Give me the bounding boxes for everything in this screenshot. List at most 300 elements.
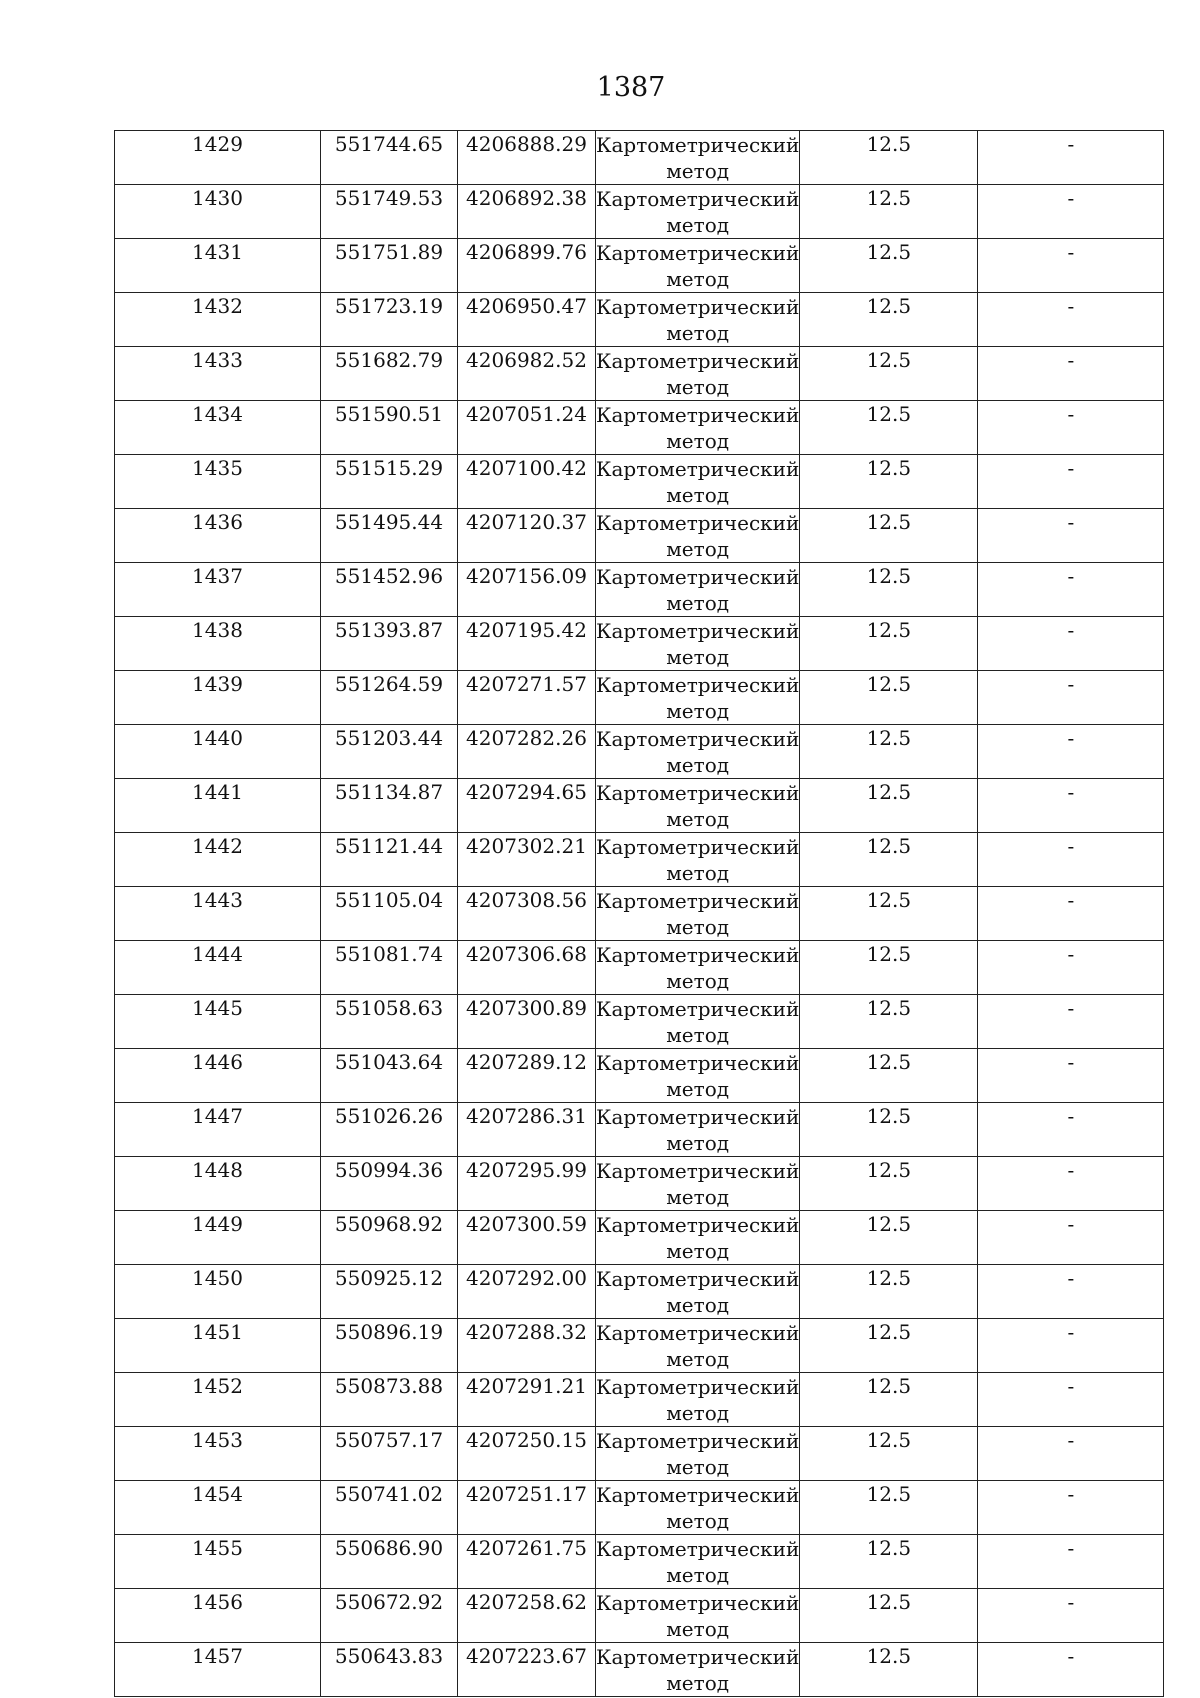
note-text: - <box>1067 780 1075 804</box>
x-coordinate-cell <box>321 1535 458 1589</box>
method-text: метод <box>666 1617 730 1641</box>
accuracy-cell <box>800 725 978 779</box>
y-coordinate-text: 4207292.00 <box>466 1266 587 1290</box>
method-cell <box>596 1265 800 1319</box>
method-text: метод <box>666 1293 730 1317</box>
note-cell <box>978 1319 1164 1373</box>
point-number-text: 1455 <box>192 1536 243 1560</box>
y-coordinate-text: 4207295.99 <box>466 1158 587 1182</box>
y-coordinate-cell <box>458 1049 596 1103</box>
accuracy-text: 12.5 <box>866 1158 912 1182</box>
accuracy-cell <box>800 833 978 887</box>
accuracy-text: 12.5 <box>866 834 912 858</box>
note-text: - <box>1067 132 1075 156</box>
note-text: - <box>1067 1644 1075 1668</box>
x-coordinate-text: 550643.83 <box>334 1644 444 1668</box>
note-text: - <box>1067 1374 1075 1398</box>
method-text: Картометрический <box>596 295 800 319</box>
point-number-cell <box>115 239 321 293</box>
x-coordinate-cell <box>321 833 458 887</box>
method-cell <box>596 941 800 995</box>
x-coordinate-cell <box>321 725 458 779</box>
x-coordinate-cell <box>321 671 458 725</box>
method-cell <box>596 131 800 185</box>
y-coordinate-text: 4207271.57 <box>466 672 587 696</box>
method-text: Картометрический <box>596 403 800 427</box>
note-cell <box>978 401 1164 455</box>
accuracy-text: 12.5 <box>866 618 912 642</box>
method-text: метод <box>666 807 730 831</box>
x-coordinate-cell <box>321 1319 458 1373</box>
method-text: метод <box>666 321 730 345</box>
method-text: метод <box>666 1455 730 1479</box>
note-text: - <box>1067 726 1075 750</box>
note-text: - <box>1067 1590 1075 1614</box>
accuracy-cell <box>800 671 978 725</box>
note-text: - <box>1067 510 1075 534</box>
y-coordinate-text: 4206899.76 <box>466 240 587 264</box>
y-coordinate-text: 4207282.26 <box>466 726 587 750</box>
point-number-text: 1441 <box>192 780 243 804</box>
y-coordinate-cell <box>458 1589 596 1643</box>
method-text: метод <box>666 375 730 399</box>
note-text: - <box>1067 996 1075 1020</box>
table-row <box>115 725 1164 779</box>
table-row <box>115 1211 1164 1265</box>
method-cell <box>596 401 800 455</box>
table-row <box>115 1535 1164 1589</box>
method-text: Картометрический <box>596 187 800 211</box>
y-coordinate-cell <box>458 563 596 617</box>
method-cell <box>596 509 800 563</box>
method-text: метод <box>666 1347 730 1371</box>
x-coordinate-text: 551393.87 <box>334 618 444 642</box>
point-number-cell <box>115 833 321 887</box>
point-number-cell <box>115 1373 321 1427</box>
note-text: - <box>1067 618 1075 642</box>
x-coordinate-cell <box>321 887 458 941</box>
accuracy-text: 12.5 <box>866 1104 912 1128</box>
table-row <box>115 509 1164 563</box>
accuracy-cell <box>800 1211 978 1265</box>
table-row <box>115 1373 1164 1427</box>
method-cell <box>596 455 800 509</box>
method-text: Картометрический <box>596 673 800 697</box>
accuracy-cell <box>800 347 978 401</box>
method-text: Картометрический <box>596 727 800 751</box>
y-coordinate-text: 4206888.29 <box>466 132 587 156</box>
method-cell <box>596 1157 800 1211</box>
x-coordinate-cell <box>321 293 458 347</box>
method-text: метод <box>666 537 730 561</box>
method-text: метод <box>666 915 730 939</box>
accuracy-text: 12.5 <box>866 348 912 372</box>
point-number-text: 1443 <box>192 888 243 912</box>
point-number-cell <box>115 671 321 725</box>
point-number-text: 1451 <box>192 1320 243 1344</box>
point-number-text: 1454 <box>192 1482 243 1506</box>
point-number-text: 1445 <box>192 996 243 1020</box>
accuracy-cell <box>800 1265 978 1319</box>
accuracy-text: 12.5 <box>866 1482 912 1506</box>
method-text: метод <box>666 1509 730 1533</box>
x-coordinate-cell <box>321 1643 458 1697</box>
note-cell <box>978 347 1164 401</box>
point-number-cell <box>115 455 321 509</box>
accuracy-text: 12.5 <box>866 1428 912 1452</box>
y-coordinate-text: 4207258.62 <box>466 1590 587 1614</box>
point-number-text: 1457 <box>192 1644 243 1668</box>
point-number-cell <box>115 1589 321 1643</box>
x-coordinate-text: 551682.79 <box>334 348 444 372</box>
y-coordinate-cell <box>458 1265 596 1319</box>
method-cell <box>596 1211 800 1265</box>
method-text: Картометрический <box>596 1483 800 1507</box>
point-number-text: 1439 <box>192 672 243 696</box>
accuracy-text: 12.5 <box>866 564 912 588</box>
point-number-cell <box>115 293 321 347</box>
method-text: Картометрический <box>596 1591 800 1615</box>
y-coordinate-cell <box>458 725 596 779</box>
accuracy-cell <box>800 1157 978 1211</box>
x-coordinate-text: 551203.44 <box>334 726 444 750</box>
note-text: - <box>1067 834 1075 858</box>
y-coordinate-text: 4206982.52 <box>466 348 587 372</box>
table-row <box>115 563 1164 617</box>
note-cell <box>978 455 1164 509</box>
x-coordinate-cell <box>321 1265 458 1319</box>
table-row <box>115 185 1164 239</box>
table-row <box>115 1319 1164 1373</box>
accuracy-text: 12.5 <box>866 510 912 534</box>
note-text: - <box>1067 294 1075 318</box>
accuracy-cell <box>800 401 978 455</box>
method-text: метод <box>666 159 730 183</box>
table-row <box>115 941 1164 995</box>
note-text: - <box>1067 1158 1075 1182</box>
x-coordinate-text: 551723.19 <box>334 294 444 318</box>
method-cell <box>596 995 800 1049</box>
method-text: метод <box>666 267 730 291</box>
note-text: - <box>1067 1212 1075 1236</box>
accuracy-text: 12.5 <box>866 186 912 210</box>
accuracy-text: 12.5 <box>866 996 912 1020</box>
y-coordinate-cell <box>458 1427 596 1481</box>
point-number-cell <box>115 131 321 185</box>
y-coordinate-cell <box>458 347 596 401</box>
method-cell <box>596 617 800 671</box>
table-row <box>115 887 1164 941</box>
method-text: метод <box>666 699 730 723</box>
method-cell <box>596 239 800 293</box>
table-row <box>115 131 1164 185</box>
accuracy-text: 12.5 <box>866 1266 912 1290</box>
table-row <box>115 1589 1164 1643</box>
x-coordinate-text: 551134.87 <box>334 780 444 804</box>
method-cell <box>596 347 800 401</box>
point-number-text: 1448 <box>192 1158 243 1182</box>
y-coordinate-text: 4207294.65 <box>466 780 587 804</box>
note-cell <box>978 185 1164 239</box>
method-text: метод <box>666 645 730 669</box>
note-text: - <box>1067 1104 1075 1128</box>
method-text: Картометрический <box>596 457 800 481</box>
table-row <box>115 401 1164 455</box>
accuracy-cell <box>800 1049 978 1103</box>
x-coordinate-text: 550994.36 <box>334 1158 444 1182</box>
method-text: метод <box>666 969 730 993</box>
accuracy-cell <box>800 887 978 941</box>
method-cell <box>596 671 800 725</box>
method-text: метод <box>666 1131 730 1155</box>
point-number-cell <box>115 1157 321 1211</box>
y-coordinate-text: 4207286.31 <box>466 1104 587 1128</box>
note-cell <box>978 1535 1164 1589</box>
note-text: - <box>1067 888 1075 912</box>
method-cell <box>596 1103 800 1157</box>
x-coordinate-text: 550925.12 <box>334 1266 444 1290</box>
note-cell <box>978 779 1164 833</box>
x-coordinate-text: 550686.90 <box>334 1536 444 1560</box>
y-coordinate-text: 4207300.89 <box>466 996 587 1020</box>
accuracy-text: 12.5 <box>866 456 912 480</box>
accuracy-cell <box>800 293 978 347</box>
x-coordinate-text: 551058.63 <box>334 996 444 1020</box>
y-coordinate-text: 4207223.67 <box>466 1644 587 1668</box>
x-coordinate-cell <box>321 1427 458 1481</box>
method-text: Картометрический <box>596 997 800 1021</box>
table-row <box>115 1157 1164 1211</box>
x-coordinate-text: 550873.88 <box>334 1374 444 1398</box>
y-coordinate-text: 4207100.42 <box>466 456 587 480</box>
x-coordinate-text: 551026.26 <box>334 1104 444 1128</box>
method-text: метод <box>666 429 730 453</box>
method-text: Картометрический <box>596 1375 800 1399</box>
x-coordinate-text: 551590.51 <box>334 402 444 426</box>
accuracy-text: 12.5 <box>866 1050 912 1074</box>
note-cell <box>978 671 1164 725</box>
method-text: метод <box>666 1023 730 1047</box>
method-cell <box>596 563 800 617</box>
method-text: Картометрический <box>596 1537 800 1561</box>
y-coordinate-text: 4207156.09 <box>466 564 587 588</box>
note-text: - <box>1067 564 1075 588</box>
note-cell <box>978 1589 1164 1643</box>
accuracy-text: 12.5 <box>866 888 912 912</box>
y-coordinate-text: 4207306.68 <box>466 942 587 966</box>
note-text: - <box>1067 240 1075 264</box>
note-text: - <box>1067 1482 1075 1506</box>
note-text: - <box>1067 1536 1075 1560</box>
y-coordinate-cell <box>458 995 596 1049</box>
accuracy-text: 12.5 <box>866 1374 912 1398</box>
method-cell <box>596 1481 800 1535</box>
x-coordinate-cell <box>321 995 458 1049</box>
note-text: - <box>1067 186 1075 210</box>
point-number-text: 1434 <box>192 402 243 426</box>
method-text: Картометрический <box>596 943 800 967</box>
y-coordinate-cell <box>458 131 596 185</box>
x-coordinate-cell <box>321 347 458 401</box>
method-text: Картометрический <box>596 1267 800 1291</box>
point-number-cell <box>115 779 321 833</box>
y-coordinate-cell <box>458 617 596 671</box>
point-number-cell <box>115 1103 321 1157</box>
y-coordinate-cell <box>458 1157 596 1211</box>
y-coordinate-cell <box>458 1481 596 1535</box>
point-number-cell <box>115 725 321 779</box>
method-text: метод <box>666 1671 730 1695</box>
method-text: метод <box>666 1401 730 1425</box>
y-coordinate-text: 4207120.37 <box>466 510 587 534</box>
accuracy-text: 12.5 <box>866 294 912 318</box>
note-cell <box>978 725 1164 779</box>
point-number-cell <box>115 1265 321 1319</box>
point-number-cell <box>115 995 321 1049</box>
point-number-cell <box>115 185 321 239</box>
y-coordinate-text: 4207300.59 <box>466 1212 587 1236</box>
x-coordinate-text: 551515.29 <box>334 456 444 480</box>
point-number-text: 1438 <box>192 618 243 642</box>
note-cell <box>978 995 1164 1049</box>
table-row <box>115 1103 1164 1157</box>
y-coordinate-cell <box>458 887 596 941</box>
method-text: Картометрический <box>596 1159 800 1183</box>
accuracy-cell <box>800 509 978 563</box>
note-text: - <box>1067 348 1075 372</box>
point-number-cell <box>115 1319 321 1373</box>
y-coordinate-text: 4207289.12 <box>466 1050 587 1074</box>
note-cell <box>978 941 1164 995</box>
x-coordinate-cell <box>321 185 458 239</box>
table-row <box>115 1643 1164 1697</box>
note-text: - <box>1067 402 1075 426</box>
accuracy-text: 12.5 <box>866 132 912 156</box>
x-coordinate-text: 550968.92 <box>334 1212 444 1236</box>
accuracy-cell <box>800 779 978 833</box>
accuracy-cell <box>800 617 978 671</box>
y-coordinate-cell <box>458 185 596 239</box>
method-text: Картометрический <box>596 565 800 589</box>
point-number-cell <box>115 509 321 563</box>
x-coordinate-text: 551495.44 <box>334 510 444 534</box>
note-cell <box>978 1643 1164 1697</box>
accuracy-text: 12.5 <box>866 726 912 750</box>
method-text: Картометрический <box>596 133 800 157</box>
point-number-cell <box>115 1643 321 1697</box>
y-coordinate-text: 4207195.42 <box>466 618 587 642</box>
x-coordinate-text: 551264.59 <box>334 672 444 696</box>
method-text: Картометрический <box>596 1429 800 1453</box>
table-row <box>115 995 1164 1049</box>
accuracy-cell <box>800 1319 978 1373</box>
method-cell <box>596 887 800 941</box>
method-text: Картометрический <box>596 1051 800 1075</box>
accuracy-cell <box>800 455 978 509</box>
y-coordinate-cell <box>458 1643 596 1697</box>
point-number-cell <box>115 1049 321 1103</box>
point-number-cell <box>115 563 321 617</box>
accuracy-text: 12.5 <box>866 942 912 966</box>
x-coordinate-cell <box>321 1211 458 1265</box>
accuracy-text: 12.5 <box>866 1536 912 1560</box>
x-coordinate-text: 551043.64 <box>334 1050 444 1074</box>
accuracy-cell <box>800 1427 978 1481</box>
note-text: - <box>1067 1050 1075 1074</box>
point-number-cell <box>115 1211 321 1265</box>
x-coordinate-cell <box>321 1049 458 1103</box>
x-coordinate-text: 550741.02 <box>334 1482 444 1506</box>
point-number-cell <box>115 887 321 941</box>
table-row <box>115 347 1164 401</box>
x-coordinate-text: 551452.96 <box>334 564 444 588</box>
method-cell <box>596 293 800 347</box>
note-text: - <box>1067 1428 1075 1452</box>
point-number-text: 1447 <box>192 1104 243 1128</box>
x-coordinate-text: 550757.17 <box>334 1428 444 1452</box>
method-text: метод <box>666 1239 730 1263</box>
table-row <box>115 779 1164 833</box>
method-text: Картометрический <box>596 349 800 373</box>
method-text: метод <box>666 1077 730 1101</box>
note-text: - <box>1067 672 1075 696</box>
note-cell <box>978 293 1164 347</box>
point-number-text: 1450 <box>192 1266 243 1290</box>
x-coordinate-text: 551105.04 <box>334 888 444 912</box>
page-number: 1387 <box>596 72 666 103</box>
y-coordinate-text: 4207251.17 <box>466 1482 587 1506</box>
method-text: метод <box>666 591 730 615</box>
table-row <box>115 293 1164 347</box>
note-text: - <box>1067 942 1075 966</box>
point-number-text: 1440 <box>192 726 243 750</box>
table-row <box>115 833 1164 887</box>
method-text: Картометрический <box>596 1213 800 1237</box>
accuracy-cell <box>800 1643 978 1697</box>
table-row <box>115 617 1164 671</box>
method-cell <box>596 1049 800 1103</box>
point-number-text: 1431 <box>192 240 243 264</box>
point-number-cell <box>115 1481 321 1535</box>
method-text: Картометрический <box>596 1105 800 1129</box>
y-coordinate-text: 4206892.38 <box>466 186 587 210</box>
y-coordinate-cell <box>458 941 596 995</box>
accuracy-cell <box>800 131 978 185</box>
y-coordinate-text: 4207308.56 <box>466 888 587 912</box>
accuracy-text: 12.5 <box>866 1212 912 1236</box>
x-coordinate-cell <box>321 1103 458 1157</box>
table-row <box>115 1427 1164 1481</box>
accuracy-text: 12.5 <box>866 1644 912 1668</box>
note-text: - <box>1067 1266 1075 1290</box>
note-text: - <box>1067 456 1075 480</box>
accuracy-text: 12.5 <box>866 1320 912 1344</box>
point-number-text: 1453 <box>192 1428 243 1452</box>
x-coordinate-cell <box>321 401 458 455</box>
accuracy-cell <box>800 563 978 617</box>
note-cell <box>978 1481 1164 1535</box>
note-cell <box>978 1049 1164 1103</box>
y-coordinate-cell <box>458 779 596 833</box>
method-text: метод <box>666 483 730 507</box>
y-coordinate-cell <box>458 1373 596 1427</box>
method-cell <box>596 779 800 833</box>
accuracy-cell <box>800 1103 978 1157</box>
method-cell <box>596 1643 800 1697</box>
point-number-cell <box>115 1535 321 1589</box>
y-coordinate-text: 4207288.32 <box>466 1320 587 1344</box>
table-row <box>115 1049 1164 1103</box>
